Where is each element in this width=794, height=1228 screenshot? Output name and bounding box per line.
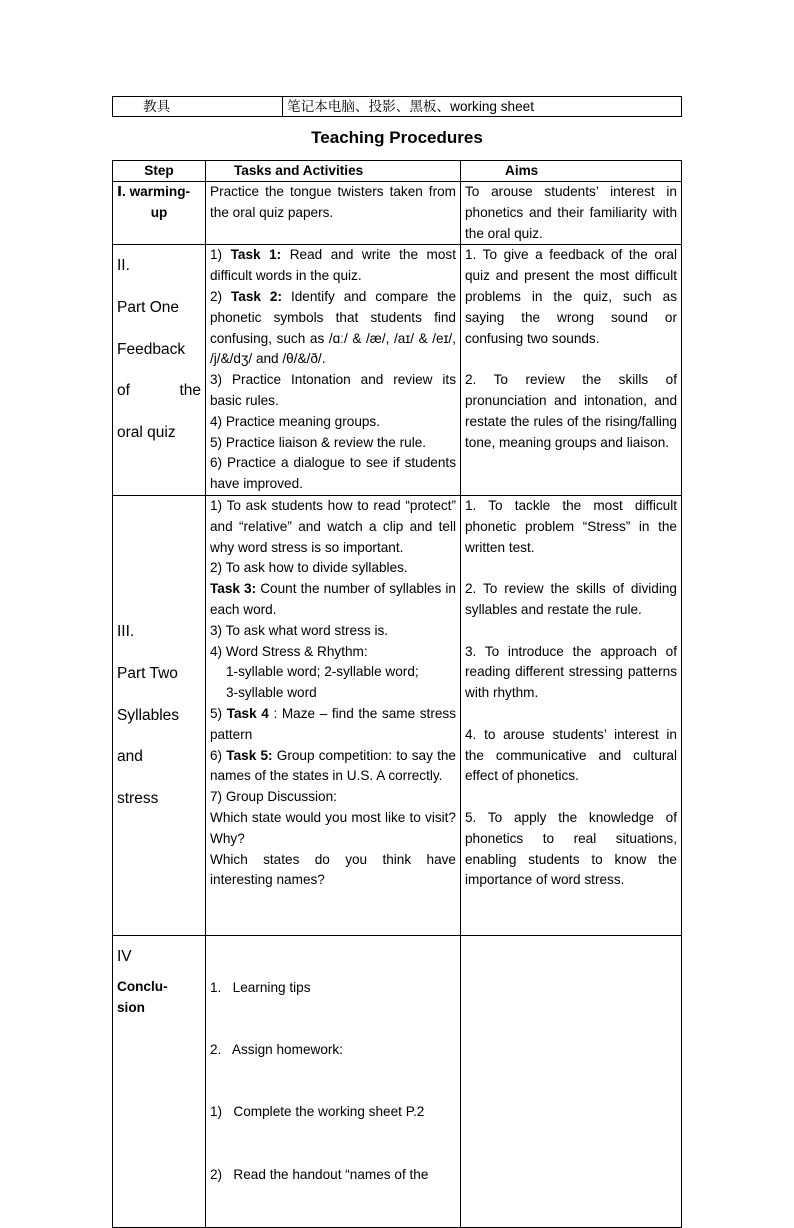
task-item: 1) Task 1: Read and write the most difficult words in the quiz. [210, 247, 456, 284]
table-row [113, 935, 682, 1227]
tasks-cell [206, 935, 461, 1227]
table-header-row [113, 161, 682, 182]
materials-row [113, 97, 682, 117]
step-cell [113, 935, 206, 1227]
step-number: IV [117, 947, 132, 965]
task-item: 2) Read the handout “names of the [210, 1166, 429, 1182]
step-label: up [150, 204, 168, 220]
materials-value: 笔记本电脑、投影、黑板、working sheet [283, 97, 682, 117]
task-item: 2) Task 2: Identify and compare the phonetic symbols that students find confusing, such as /ɑː/ & /æ/, /aɪ/ & /eɪ/, /j/&/dʒ/ and /θ/&/ð/. [210, 288, 456, 367]
col-header-tasks: Tasks and Activities [206, 161, 461, 182]
table-row [113, 495, 682, 935]
aim-item: 3. To introduce the approach of reading different stressing patterns with rhythm. [465, 643, 677, 701]
task-item: 5) Task 4 : Maze – find the same stress pattern [210, 705, 457, 742]
task-item: 4) Practice meaning groups. [210, 413, 381, 429]
step-cell [113, 182, 206, 245]
task-item: 3) To ask what word stress is. [210, 622, 389, 638]
task-item: 4) Word Stress & Rhythm: [210, 643, 368, 659]
task-item: 1) To ask students how to read “protect” and “relative” and watch a clip and tell why word stress is so important. [210, 497, 456, 555]
step-number: III. [117, 623, 135, 641]
task-item: 7) Group Discussion: [210, 789, 337, 805]
aim-item: 1. To tackle the most difficult phonetic problem “Stress” in the written test. [465, 497, 677, 555]
page-title: Teaching Procedures [311, 128, 483, 147]
step-number: II. [117, 257, 130, 275]
aim-item: 1. To give a feedback of the oral quiz and present the most difficult problems in the quiz, such as saying the wrong sound or confusing two sounds. [465, 247, 677, 346]
tasks-cell [206, 245, 461, 496]
step-label: of the [117, 382, 201, 400]
task-item: Task 3: Count the number of syllables in each word. [210, 581, 456, 617]
task-item: 6) Practice a dialogue to see if students have improved. [210, 455, 456, 492]
materials-label: 教具 [113, 97, 283, 117]
step-label: Part Two [117, 665, 178, 683]
aim-item: 2. To review the skills of pronunciation and intonation, and restate the rules of the rising/falling tone, meaning groups and liaison. [465, 372, 677, 450]
table-row [113, 245, 682, 496]
step-label: Syllables [117, 706, 180, 724]
task-item: 1-syllable word; 2-syllable word; [226, 664, 419, 680]
step-label: sion [117, 999, 145, 1015]
tasks-cell: Practice the tongue twisters taken from the oral quiz papers. [206, 182, 461, 245]
task-item: Which states do you think have interesting names? [210, 851, 456, 888]
step-label: and [117, 748, 143, 766]
task-item: 2) To ask how to divide syllables. [210, 560, 408, 576]
step-number: Ⅰ. warming- [117, 184, 191, 199]
step-label: stress [117, 789, 159, 807]
aim-item: 2. To review the skills of dividing syllables and restate the rule. [465, 581, 677, 617]
aim-item: 5. To apply the knowledge of phonetics to real situations, enabling students to know the importance of word stress. [465, 809, 677, 888]
task-item: 1) Complete the working sheet P.2 [210, 1104, 425, 1120]
table-row [113, 182, 682, 245]
step-cell [113, 245, 206, 496]
aims-cell [461, 245, 682, 496]
task-item: 3) Practice Intonation and review its basic rules. [210, 372, 456, 408]
aims-cell [461, 935, 682, 1227]
step-label: Conclu- [117, 978, 168, 994]
procedures-table [112, 160, 682, 1228]
step-label: Part One [117, 298, 180, 316]
step-cell [113, 495, 206, 935]
tasks-cell [206, 495, 461, 935]
task-item: 6) Task 5: Group competition: to say the names of the states in U.S. A correctly. [210, 747, 456, 784]
task-item: 5) Practice liaison & review the rule. [210, 434, 427, 450]
col-header-step: Step [113, 161, 206, 182]
step-label: Feedback [117, 340, 186, 358]
aims-cell: To arouse students’ interest in phonetics and their familiarity with the oral quiz. [461, 182, 682, 245]
task-item: Which state would you most like to visit? Why? [210, 809, 456, 846]
task-item: 3-syllable word [226, 685, 317, 701]
task-item: 2. Assign homework: [210, 1041, 343, 1057]
step-label: oral quiz [117, 423, 176, 441]
materials-table [112, 96, 682, 117]
aims-cell [461, 495, 682, 935]
col-header-aims: Aims [461, 161, 682, 182]
aim-item: 4. to arouse students’ interest in the communicative and cultural effect of phonetics. [465, 726, 677, 784]
task-item: 1. Learning tips [210, 979, 311, 995]
